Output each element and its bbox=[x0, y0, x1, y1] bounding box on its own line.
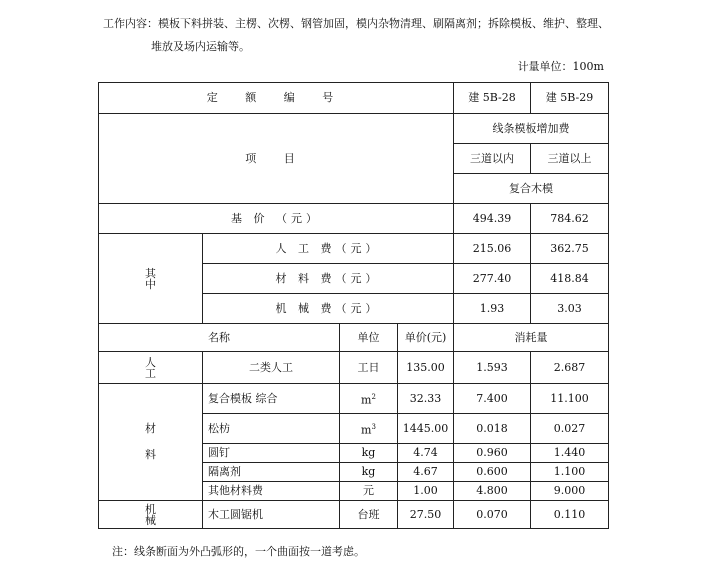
column-header-2: 三道以上 bbox=[531, 144, 609, 174]
machinery-category: 机械 bbox=[99, 501, 203, 529]
labor-item-value-1: 1.593 bbox=[454, 352, 531, 384]
work-content bbox=[103, 12, 623, 58]
detail-consumption-header: 消耗量 bbox=[454, 324, 609, 352]
material-item-unit: $m^2$ bbox=[340, 384, 398, 414]
material-item-value-1: 7.400 bbox=[454, 384, 531, 414]
measurement-unit: 计量单位：100m bbox=[517, 60, 604, 73]
material-item-value-1: 0.960 bbox=[454, 444, 531, 463]
machinery-cost-value-2: 3.03 bbox=[531, 294, 609, 324]
material-item-price: 32.33 bbox=[398, 384, 454, 414]
footnote: 注：线条断面为外凸弧形的，一个曲面按一道考虑。 bbox=[112, 545, 365, 558]
material-item-name: 隔离剂 bbox=[203, 463, 340, 482]
material-item-unit: 元 bbox=[340, 482, 398, 501]
material-item-price: 4.67 bbox=[398, 463, 454, 482]
materials-category: 材料 bbox=[99, 384, 203, 501]
material-cost-label: 材 料 费（元） bbox=[203, 264, 454, 294]
machinery-cost-label: 机 械 费（元） bbox=[203, 294, 454, 324]
material-item-unit: kg bbox=[340, 463, 398, 482]
detail-price-header: 单价(元) bbox=[398, 324, 454, 352]
material-item-value-1: 0.600 bbox=[454, 463, 531, 482]
base-price-value-2: 784.62 bbox=[531, 204, 609, 234]
material-item-name: 圆钉 bbox=[203, 444, 340, 463]
labor-cost-value-2: 362.75 bbox=[531, 234, 609, 264]
material-item-name: 其他材料费 bbox=[203, 482, 340, 501]
labor-item-name: 二类人工 bbox=[203, 352, 340, 384]
material-item-value-2: 9.000 bbox=[531, 482, 609, 501]
material-cost-value-1: 277.40 bbox=[454, 264, 531, 294]
machinery-item-name: 木工圆锯机 bbox=[203, 501, 340, 529]
material-item-unit: $m^3$ bbox=[340, 414, 398, 444]
material-item-value-2: 0.027 bbox=[531, 414, 609, 444]
column-header-1: 三道以内 bbox=[454, 144, 531, 174]
material-cost-value-2: 418.84 bbox=[531, 264, 609, 294]
quota-code-1: 建 5B-28 bbox=[454, 83, 531, 114]
material-item-value-2: 1.100 bbox=[531, 463, 609, 482]
machinery-item-value-1: 0.070 bbox=[454, 501, 531, 529]
among-label: 其中 bbox=[99, 234, 203, 324]
material-item-price: 1.00 bbox=[398, 482, 454, 501]
material-item-unit: kg bbox=[340, 444, 398, 463]
base-price-value-1: 494.39 bbox=[454, 204, 531, 234]
material-item-value-1: 4.800 bbox=[454, 482, 531, 501]
material-item-price: 4.74 bbox=[398, 444, 454, 463]
group-title: 线条模板增加费 bbox=[454, 114, 609, 144]
base-price-label: 基 价 （元） bbox=[99, 204, 454, 234]
item-label: 项 目 bbox=[99, 114, 454, 204]
material-item-name: 复合模板 综合 bbox=[203, 384, 340, 414]
material-item-value-2: 11.100 bbox=[531, 384, 609, 414]
labor-cost-label: 人 工 费（元） bbox=[203, 234, 454, 264]
material-item-price: 1445.00 bbox=[398, 414, 454, 444]
machinery-cost-value-1: 1.93 bbox=[454, 294, 531, 324]
labor-cost-value-1: 215.06 bbox=[454, 234, 531, 264]
labor-item-price: 135.00 bbox=[398, 352, 454, 384]
labor-item-unit: 工日 bbox=[340, 352, 398, 384]
labor-category: 人工 bbox=[99, 352, 203, 384]
quota-code-label: 定 额 编 号 bbox=[99, 83, 454, 114]
quota-code-2: 建 5B-29 bbox=[531, 83, 609, 114]
material-item-value-2: 1.440 bbox=[531, 444, 609, 463]
machinery-item-value-2: 0.110 bbox=[531, 501, 609, 529]
work-content-line-2: 堆放及场内运输等。 bbox=[151, 40, 250, 53]
machinery-item-unit: 台班 bbox=[340, 501, 398, 529]
material-type: 复合木模 bbox=[454, 174, 609, 204]
quota-table bbox=[98, 82, 609, 529]
work-content-line-1: 工作内容：模板下料拼装、主楞、次楞、钢管加固，模内杂物清理、刷隔离剂；拆除模板、维护、整理、 bbox=[103, 17, 609, 30]
machinery-item-price: 27.50 bbox=[398, 501, 454, 529]
detail-unit-header: 单位 bbox=[340, 324, 398, 352]
detail-name-header: 名称 bbox=[99, 324, 340, 352]
material-item-name: 松枋 bbox=[203, 414, 340, 444]
labor-item-value-2: 2.687 bbox=[531, 352, 609, 384]
material-item-value-1: 0.018 bbox=[454, 414, 531, 444]
